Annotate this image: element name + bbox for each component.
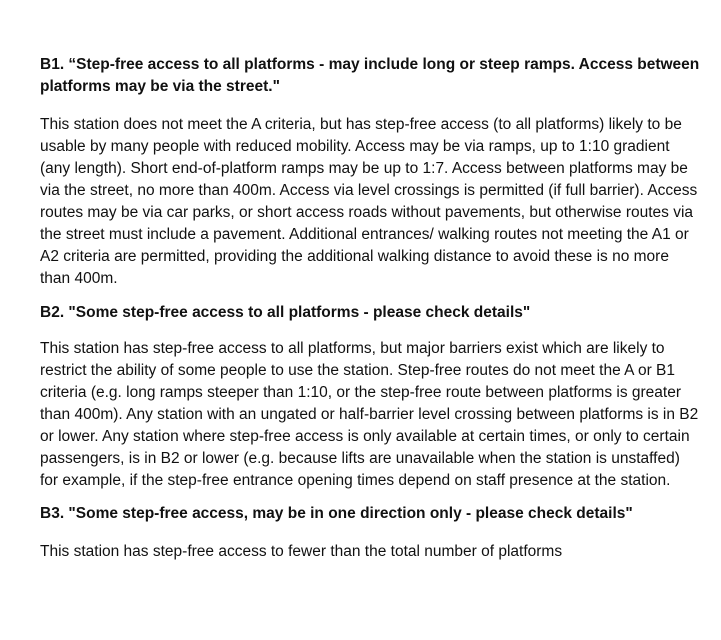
section-body-b2: This station has step-free access to all platforms, but major barriers exist which are likely to restrict the ability of some people to use the station. Step-free routes do not meet the A or B1 criteria (e.g. long ramps steeper than 1:10, or the step-free route between platforms is greater than 400m). Any station with an ungated or half-barrier level crossing between platforms is in B2 or lower. Any station where step-free access is only available at certain times, or only to certain passengers, is in B2 or lower (e.g. because lifts are unavailable when the station is unstaffed) for example, if the step-free entrance opening times depend on staff presence at the station. [40,340,699,489]
section-body-b3: This station has step-free access to fewer than the total number of platforms [40,543,563,560]
section-heading-b3: B3. "Some step-free access, may be in one direction only - please check details" [40,505,633,522]
section-heading-b1: B1. “Step-free access to all platforms - may include long or steep ramps. Access between platforms may be via the street." [40,56,700,95]
section-heading-b2: B2. "Some step-free access to all platforms - please check details" [40,304,531,321]
document-page [40,54,700,563]
section-body-b1: This station does not meet the A criteria, but has step-free access (to all platforms) likely to be usable by many people with reduced mobility. Access may be via ramps, up to 1:10 gradient (any length). Short end-of-platform ramps may be up to 1:7. Access between platforms may be via the street, no more than 400m. Access via level crossings is permitted (if full barrier). Access routes may be via car parks, or short access roads without pavements, but otherwise routes via the street must include a pavement. Additional entrances/ walking routes not meeting the A1 or A2 criteria are permitted, providing the additional walking distance to avoid these is no more than 400m. [40,116,698,287]
